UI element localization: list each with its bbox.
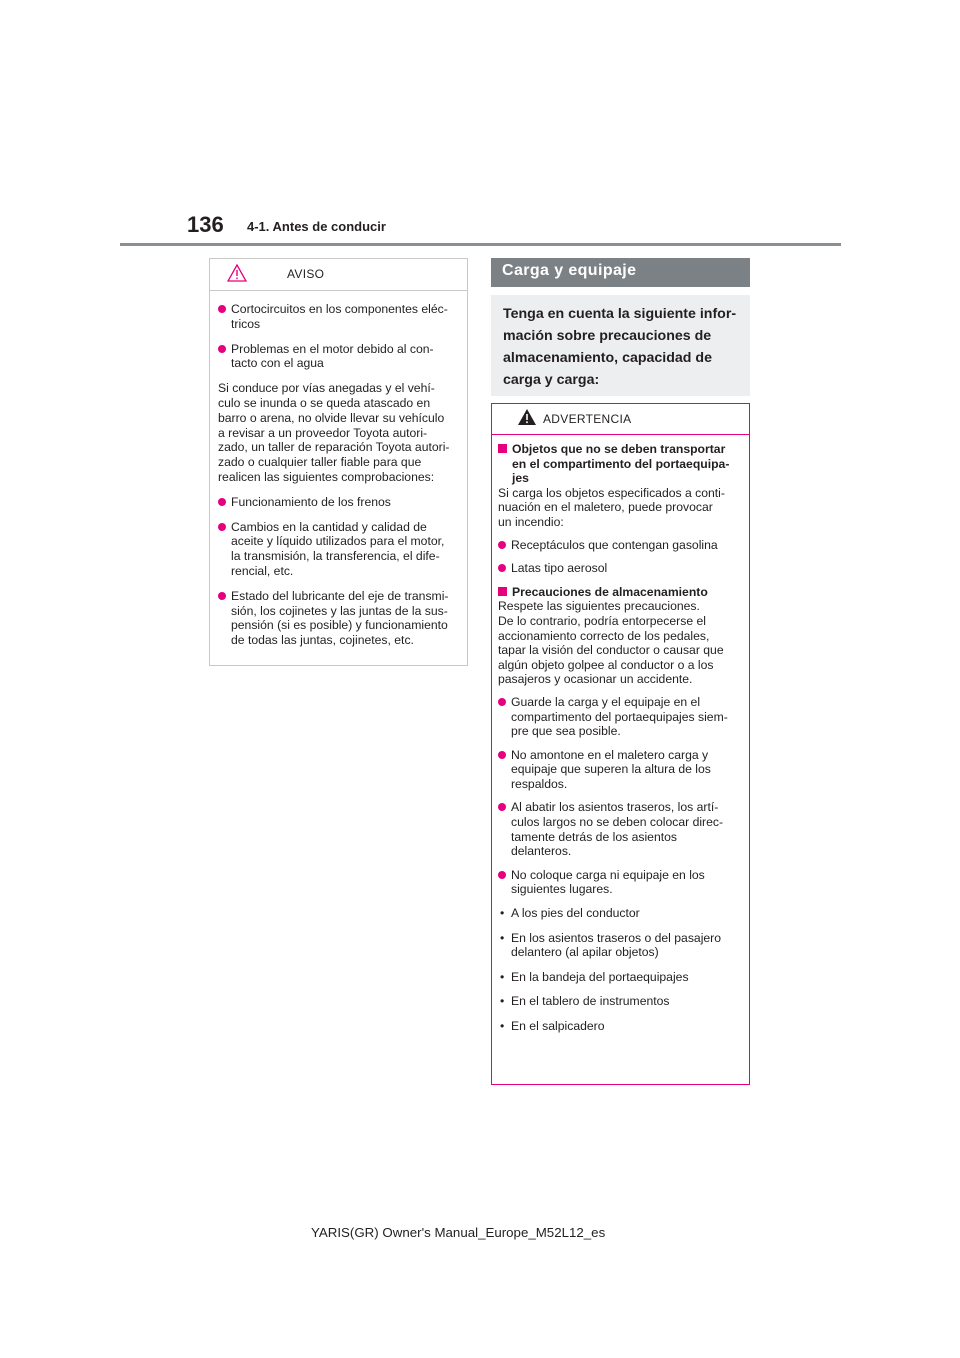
list-item: [498, 561, 743, 576]
square-bullet: [498, 587, 507, 596]
bullet-dot: [218, 498, 226, 506]
advertencia-title: ADVERTENCIA: [543, 412, 632, 426]
list-item: [498, 748, 743, 792]
list-item: [498, 800, 743, 858]
bullet-dot: [498, 803, 506, 811]
subheading: [498, 442, 743, 486]
sub-bullet: •: [500, 994, 505, 1009]
sub-list-item: [498, 1019, 743, 1034]
aviso-paragraph: Si conduce por vías anegadas y el vehí- culo se inunda o se queda atascado en barro o arena, no olvide llevar su vehículo a revisar a un proveedor Toyota autori- zado, un taller de reparación Toyota autori- zado o cualquier taller fiable para que realicen las siguientes comprobaciones:: [218, 381, 450, 484]
bullet-dot: [498, 751, 506, 759]
bullet-dot: [498, 541, 506, 549]
sub-list-item: [498, 994, 743, 1009]
list-item-text: Guarde la carga y el equipaje en el compartimento del portaequipajes siem- pre que sea posible.: [511, 694, 728, 739]
list-item: [218, 302, 459, 332]
sub-list-item-text: A los pies del conductor: [511, 906, 640, 921]
list-item: [218, 589, 459, 648]
warning-filled-icon: [517, 408, 537, 426]
aviso-title: AVISO: [287, 267, 325, 281]
list-item: [218, 495, 459, 510]
list-item-text: Cambios en la cantidad y calidad de aceite y líquido utilizados para el motor, la transmisión, la transferencia, el dife- rencial, etc.: [231, 519, 445, 578]
aviso-body: [210, 291, 467, 648]
section-intro: Tenga en cuenta la siguiente infor- mación sobre precauciones de almacenamiento, capacidad de carga y carga:: [491, 295, 750, 396]
subheading: [498, 585, 743, 600]
sub-list-item: [498, 970, 743, 985]
advertencia-header: [492, 404, 749, 435]
sub-list-item: [498, 906, 743, 921]
list-item: [498, 538, 743, 553]
footer-text: YARIS(GR) Owner's Manual_Europe_M52L12_es: [311, 1225, 606, 1240]
list-item-text: Al abatir los asientos traseros, los artí- culos largos no se deben colocar direc- tamente detrás de los asientos delanteros.: [511, 800, 724, 859]
sub-bullet: •: [500, 906, 505, 921]
sub-bullet: •: [500, 930, 505, 945]
bullet-dot: [498, 871, 506, 879]
list-item-text: Cortocircuitos en los componentes eléc- tricos: [231, 302, 448, 331]
list-item-text: No amontone en el maletero carga y equipaje que superen la altura de los respaldos.: [511, 747, 711, 791]
sub-bullet: •: [500, 969, 505, 984]
advertencia-body: [492, 435, 749, 1034]
section-title: Carga y equipaje: [502, 262, 637, 279]
page-number: 136: [187, 212, 224, 237]
advertencia-paragraph: Respete las siguientes precauciones. De lo contrario, podría entorpecerse el accionamiento correcto de los pedales, tapar la visión del conductor o causar que algún objeto golpee al conductor o a los pasajeros y ocasionar un accidente.: [498, 599, 724, 687]
sub-list-item-text: En el tablero de instrumentos: [511, 994, 670, 1009]
section-title-band: [491, 258, 750, 287]
list-item: [218, 342, 459, 372]
bullet-dot: [498, 564, 506, 572]
list-item: [498, 695, 743, 739]
warning-outline-icon: [227, 264, 247, 282]
list-item-text: Receptáculos que contengan gasolina: [511, 537, 718, 552]
bullet-dot: [218, 592, 226, 600]
list-item-text: Estado del lubricante del eje de transmi- sión, los cojinetes y las juntas de la sus- pensión (si es posible) y funcionamiento de todas las juntas, cojinetes, etc.: [231, 588, 449, 648]
section-label: 4-1. Antes de conducir: [247, 219, 386, 234]
square-bullet: [498, 444, 507, 453]
advertencia-paragraph: Si carga los objetos especificados a conti- nuación en el maletero, puede provocar un incendio:: [498, 485, 725, 529]
list-item: [218, 520, 459, 579]
bullet-dot: [498, 698, 506, 706]
list-item-text: Funcionamiento de los frenos: [231, 494, 391, 509]
aviso-header: [210, 259, 467, 291]
bullet-dot: [218, 523, 226, 531]
subheading-text: Objetos que no se deben transportar en el compartimento del portaequipa- jes: [512, 442, 730, 486]
sub-list-item: [498, 931, 743, 960]
sub-list-item-text: En los asientos traseros o del pasajero delantero (al apilar objetos): [511, 930, 722, 960]
advertencia-box: [491, 403, 750, 1085]
list-item-text: No coloque carga ni equipaje en los siguientes lugares.: [511, 867, 705, 897]
list-item-text: Problemas en el motor debido al con- tacto con el agua: [231, 341, 434, 371]
subheading-text: Precauciones de almacenamiento: [512, 584, 708, 599]
bullet-dot: [218, 305, 226, 313]
sub-list-item-text: En el salpicadero: [511, 1019, 605, 1033]
list-item-text: Latas tipo aerosol: [511, 561, 608, 576]
sub-bullet: •: [500, 1019, 505, 1033]
bullet-dot: [218, 345, 226, 353]
aviso-box: [209, 258, 468, 666]
header-rule: [120, 243, 841, 246]
sub-list-item-text: En la bandeja del portaequipajes: [511, 969, 689, 984]
list-item: [498, 868, 743, 897]
